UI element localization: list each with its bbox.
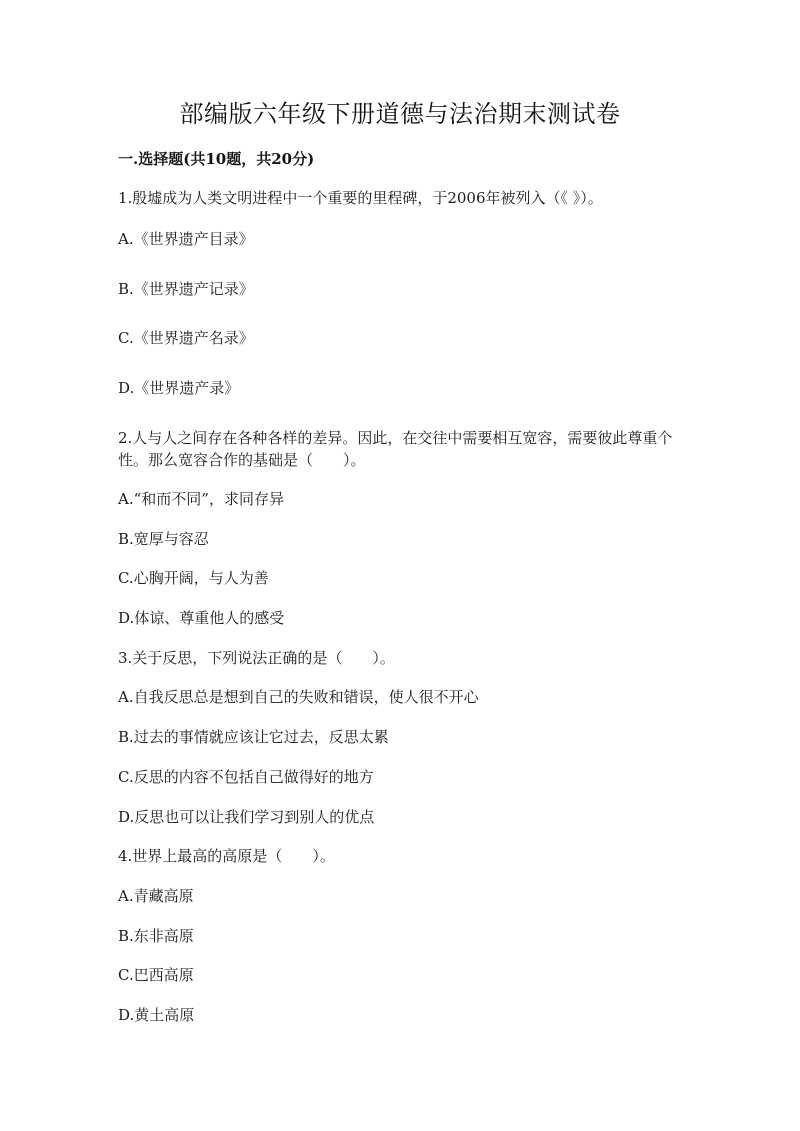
- question-4-option-b[interactable]: B.东非高原: [118, 927, 194, 945]
- question-2-option-c[interactable]: C.心胸开阔，与人为善: [118, 569, 269, 587]
- question-2-option-d[interactable]: D.体谅、尊重他人的感受: [118, 609, 285, 627]
- question-4-stem: 4.世界上最高的高原是（ ）。: [118, 847, 335, 865]
- page-title: 部编版六年级下册道德与法治期末测试卷: [179, 100, 621, 128]
- question-4-option-c[interactable]: C.巴西高原: [118, 966, 194, 984]
- section-heading: 一.选择题(共10题，共20分): [118, 150, 315, 168]
- question-3-option-a[interactable]: A.自我反思总是想到自己的失败和错误，使人很不开心: [118, 688, 479, 706]
- question-2-option-b[interactable]: B.宽厚与容忍: [118, 530, 209, 548]
- question-2-option-a[interactable]: A.“和而不同”，求同存异: [118, 490, 284, 508]
- question-3-option-d[interactable]: D.反思也可以让我们学习到别人的优点: [118, 808, 375, 826]
- question-1-option-b[interactable]: B.《世界遗产记录》: [118, 280, 254, 298]
- question-1-option-c[interactable]: C.《世界遗产名录》: [118, 329, 254, 347]
- question-3-option-c[interactable]: C.反思的内容不包括自己做得好的地方: [118, 768, 374, 786]
- question-3-option-b[interactable]: B.过去的事情就应该让它过去，反思太累: [118, 728, 389, 746]
- question-4-option-d[interactable]: D.黄土高原: [118, 1006, 195, 1024]
- question-3-stem: 3.关于反思，下列说法正确的是（ ）。: [118, 649, 395, 667]
- question-1-option-d[interactable]: D.《世界遗产录》: [118, 379, 240, 397]
- question-2-stem: 2.人与人之间存在各种各样的差异。因此，在交往中需要相互宽容，需要彼此尊重个性。那么宽容合作的基础是（ ）。: [118, 429, 673, 469]
- question-4-option-a[interactable]: A.青藏高原: [118, 887, 194, 905]
- question-1-stem: 1.殷墟成为人类文明进程中一个重要的里程碑，于2006年被列入（《 》）。: [118, 189, 603, 207]
- question-1-option-a[interactable]: A.《世界遗产目录》: [118, 230, 254, 248]
